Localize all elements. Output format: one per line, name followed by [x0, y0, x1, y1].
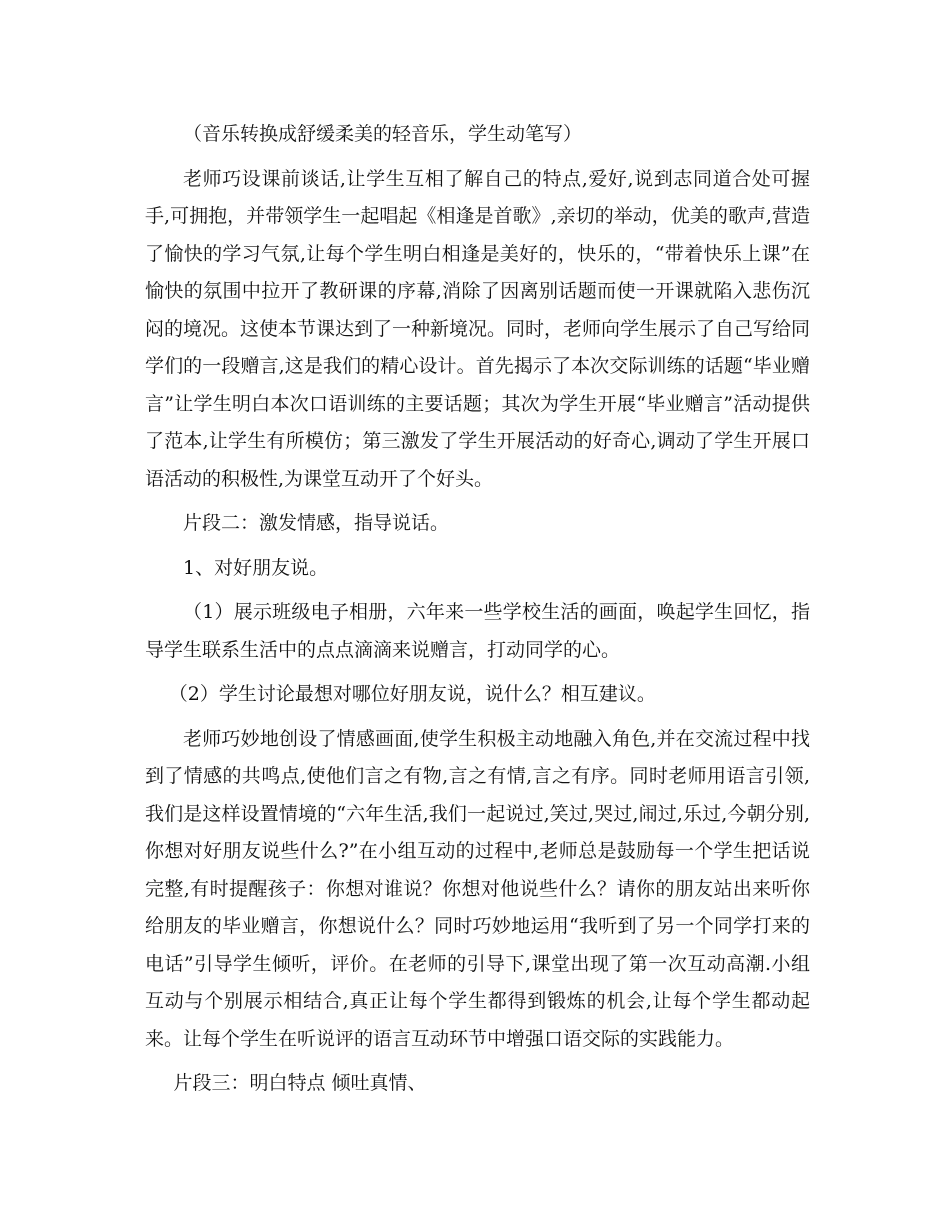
list-item-student-discussion: （2）学生讨论最想对哪位好朋友说，说什么？相互建议。 [168, 683, 656, 705]
section-heading-segment-three: 片段三：明白特点 倾吐真情、 [173, 1072, 427, 1094]
paragraph-emotional-scene: 老师巧妙地创设了情感画面,使学生积极主动地融入角色,并在交流过程中找到了情感的共鸣点,使他们言之有物,言之有情,言之有序。同时老师用语言引领,我们是这样设置情境的“六年生活,我们一起说过,笑过,哭过,闹过,乐过,今朝分别,你想对好朋友说些什么?”在小组互动的过程中,老师总是鼓励每一个学生把话说完整,有时提醒孩子：你想对谁说？你想对他说些什么？请你的朋友站出来听你给朋友的毕业赠言，你想说什么？同时巧妙地运用“我听到了另一个同学打来的电话”引导学生倾听，评价。在老师的引导下,课堂出现了第一次互动高潮.小组互动与个别展示相结合,真正让每个学生都得到锻炼的机会,让每个学生都动起来。让每个学生在听说评的语言互动环节中增强口语交际的实践能力。 [145, 727, 810, 1050]
paragraph-music-note: （音乐转换成舒缓柔美的轻音乐，学生动笔写） [183, 123, 583, 145]
list-item-photo-album: （1）展示班级电子相册，六年来一些学校生活的画面，唤起学生回忆，指导学生联系生活中的点点滴滴来说赠言，打动同学的心。 [145, 601, 810, 661]
section-heading-segment-two: 片段二：激发情感，指导说话。 [183, 512, 450, 534]
document-body [145, 116, 810, 1103]
paragraph-pre-class-talk: 老师巧设课前谈话,让学生互相了解自己的特点,爱好,说到志同道合处可握手,可拥抱，并带领学生一起唱起《相逢是首歌》,亲切的举动，优美的歌声,营造了愉快的学习气氛,让每个学生明白相逢是美好的，快乐的，“带着快乐上课”在愉快的氛围中拉开了教研课的序幕,消除了因离别话题而使一开课就陷入悲伤沉闷的境况。这使本节课达到了一种新境况。同时，老师向学生展示了自己写给同学们的一段赠言,这是我们的精心设计。首先揭示了本次交际训练的话题“毕业赠言”让学生明白本次口语训练的主要话题；其次为学生开展“毕业赠言”活动提供了范本,让学生有所模仿；第三激发了学生开展活动的好奇心,调动了学生开展口语活动的积极性,为课堂互动开了个好头。 [145, 167, 811, 490]
list-item-talk-to-friend: 1、对好朋友说。 [183, 556, 329, 579]
